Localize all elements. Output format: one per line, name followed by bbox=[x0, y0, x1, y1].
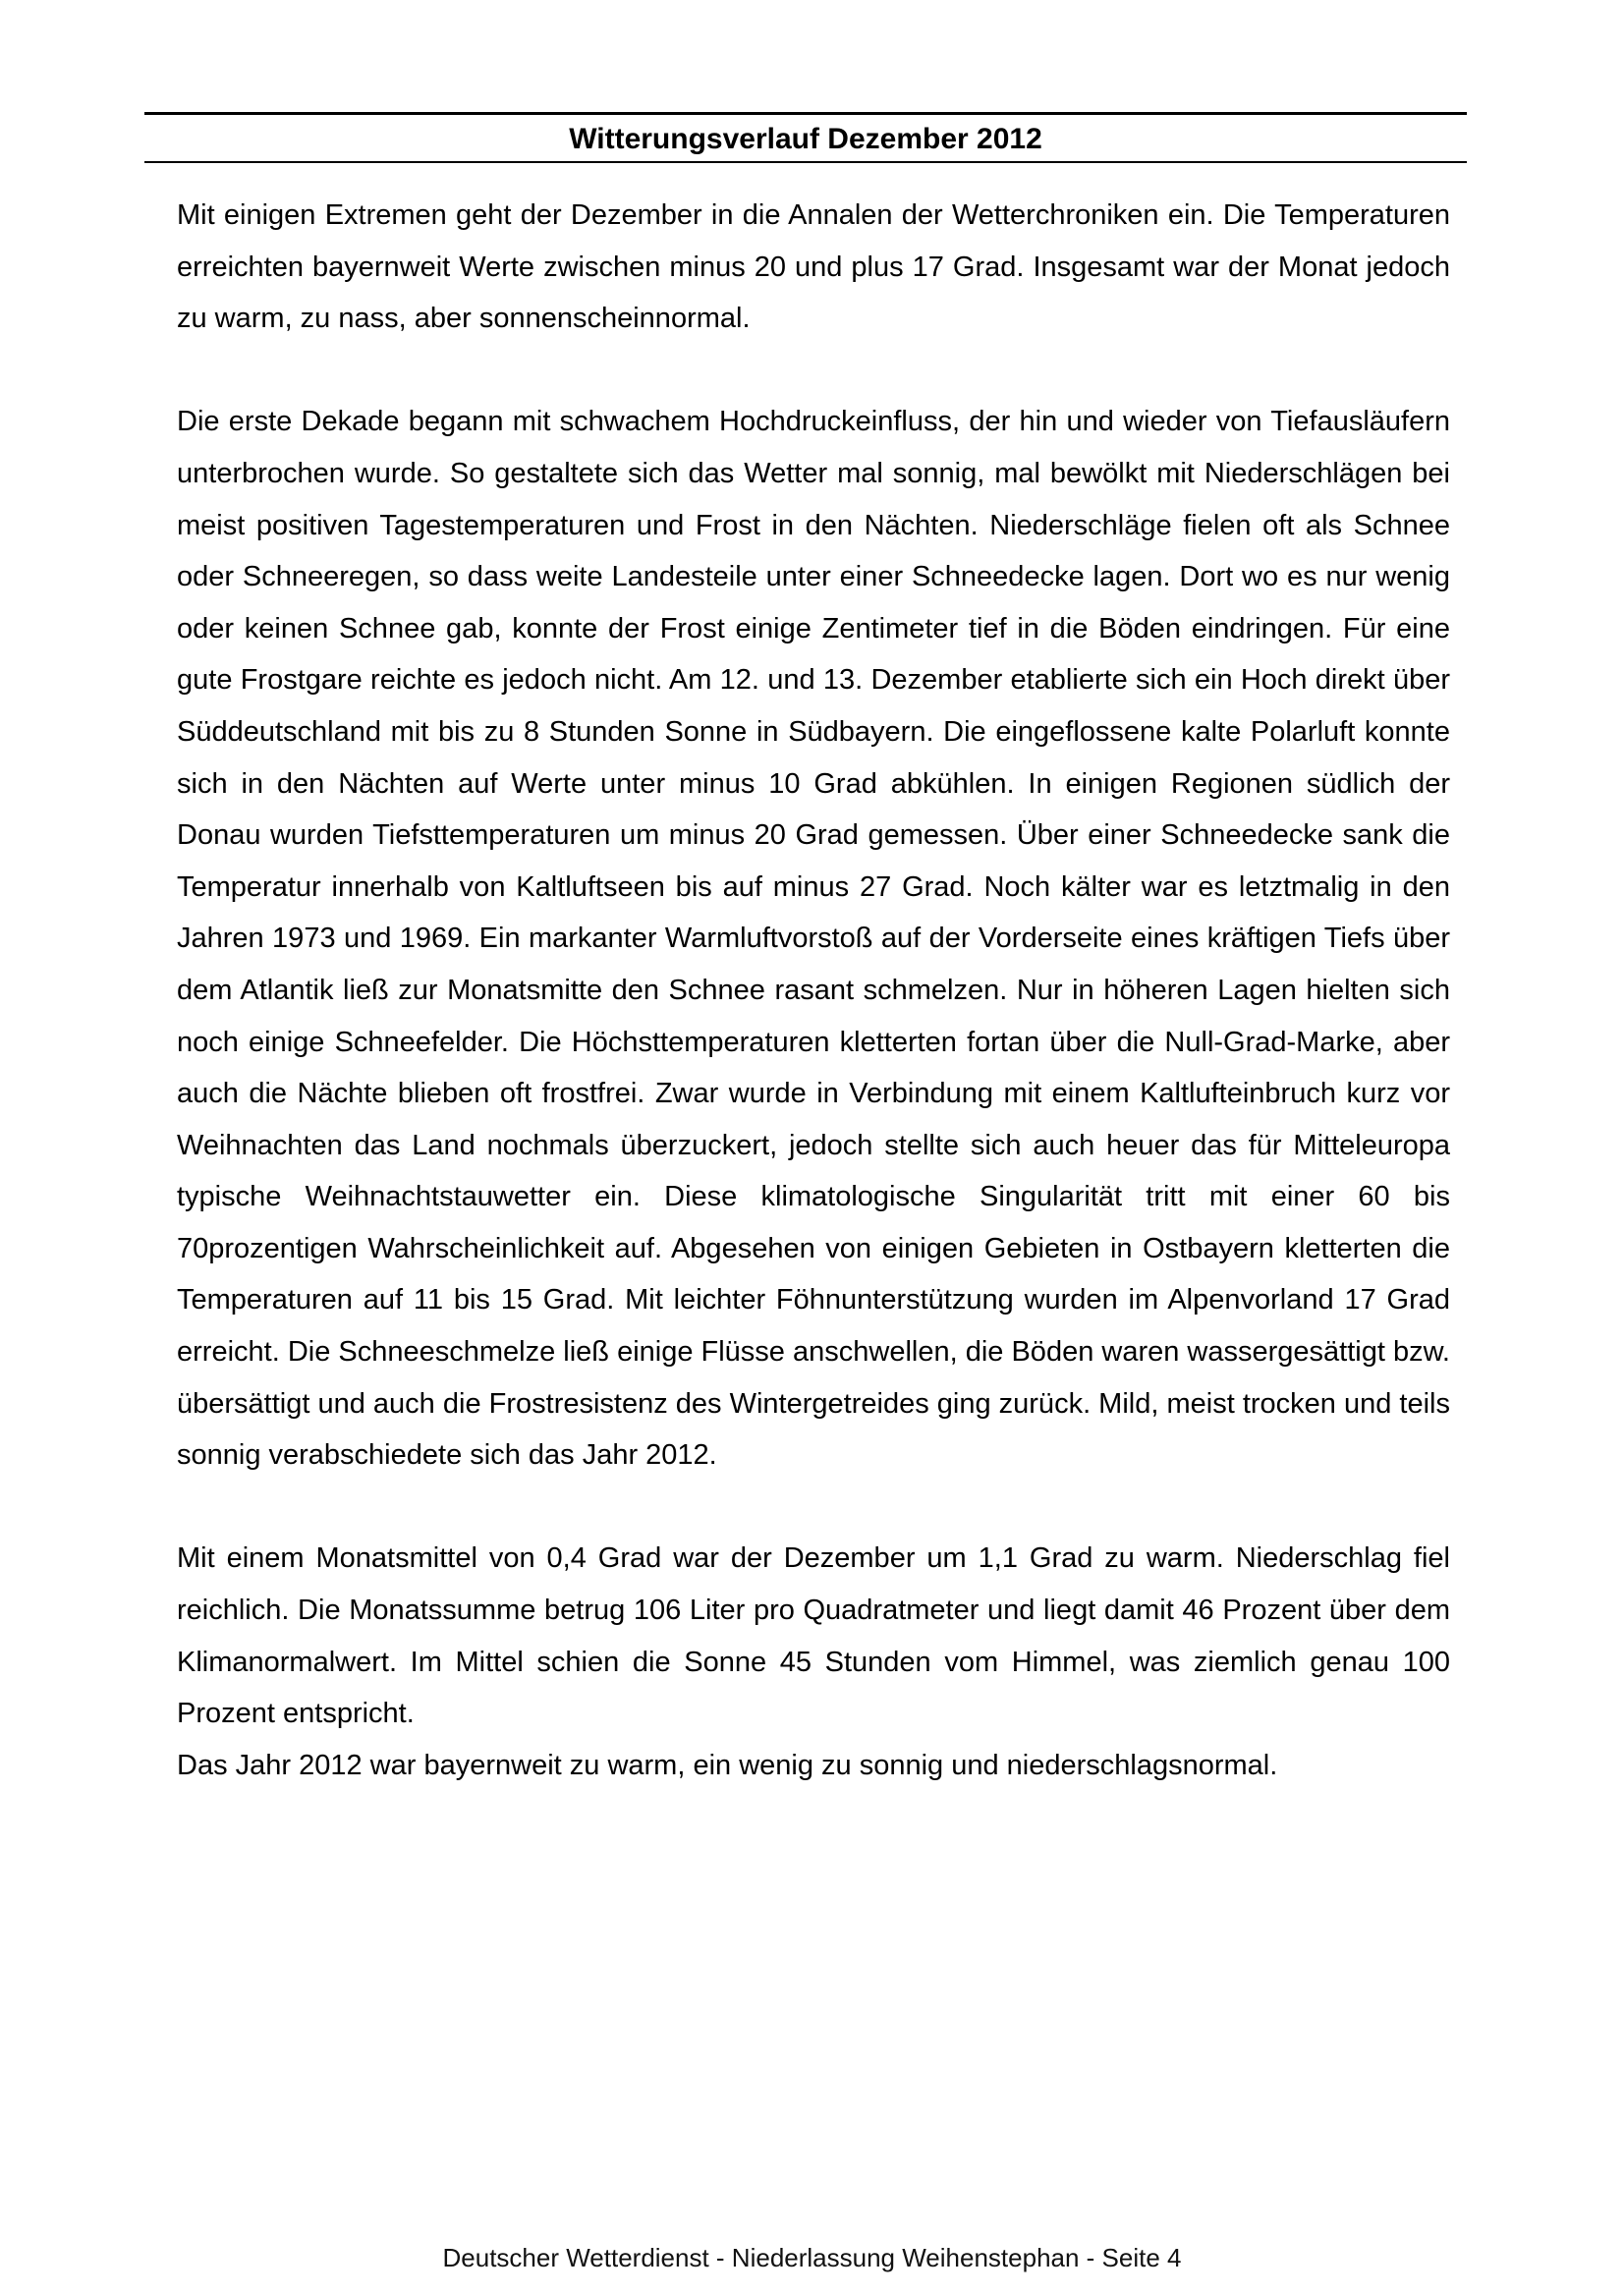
paragraph-intro: Mit einigen Extremen geht der Dezember in die Annalen der Wetterchroniken ein. Die Temperaturen erreichten bayernweit Werte zwischen minus 20 und plus 17 Grad. Insgesamt war der Monat jedoch zu warm, zu nass, aber sonnenscheinnormal. bbox=[177, 199, 1450, 335]
paragraph-weather-course: Die erste Dekade begann mit schwachem Hochdruckeinfluss, der hin und wieder von Tiefausläufern unterbrochen wurde. So gestaltete sich das Wetter mal sonnig, mal bewölkt mit Niederschlägen bei meist positiven Tagestemperaturen und Frost in den Nächten. Niederschläge fielen oft als Schnee oder Schneeregen, so dass weite Landesteile unter einer Schneedecke lagen. Dort wo es nur wenig oder keinen Schnee gab, konnte der Frost einige Zentimeter tief in die Böden eindringen. Für eine gute Frostgare reichte es jedoch nicht. Am 12. und 13. Dezember etablierte sich ein Hoch direkt über Süddeutschland mit bis zu 8 Stunden Sonne in Südbayern. Die eingeflossene kalte Polarluft konnte sich in den Nächten auf Werte unter minus 10 Grad abkühlen. In einigen Regionen südlich der Donau wurden Tiefsttemperaturen um minus 20 Grad gemessen. Über einer Schneedecke sank die Temperatur innerhalb von Kaltluftseen bis auf minus 27 Grad. Noch kälter war es letztmalig in den Jahren 1973 und 1969. Ein markanter Warmluftvorstoß auf der Vorderseite eines kräftigen Tiefs über dem Atlantik ließ zur Monatsmitte den Schnee rasant schmelzen. Nur in höheren Lagen hielten sich noch einige Schneefelder. Die Höchsttemperaturen kletterten fortan über die Null-Grad-Marke, aber auch die Nächte blieben oft frostfrei. Zwar wurde in Verbindung mit einem Kaltlufteinbruch kurz vor Weihnachten das Land nochmals überzuckert, jedoch stellte sich auch heuer das für Mitteleuropa typische Weihnachtstauwetter ein. Diese klimatologische Singularität tritt mit einer 60 bis 70prozentigen Wahrscheinlichkeit auf. Abgesehen von einigen Gebieten in Ostbayern kletterten die Temperaturen auf 11 bis 15 Grad. Mit leichter Föhnunterstützung wurden im Alpenvorland 17 Grad erreicht. Die Schneeschmelze ließ einige Flüsse anschwellen, die Böden waren wassergesättigt bzw. übersättigt und auch die Frostresistenz des Wintergetreides ging zurück. Mild, meist trocken und teils sonnig verabschiedete sich das Jahr 2012. bbox=[177, 406, 1450, 1472]
page-title: Witterungsverlauf Dezember 2012 bbox=[569, 123, 1042, 155]
body-text bbox=[177, 190, 1450, 1791]
page-footer: Deutscher Wetterdienst - Niederlassung Weihenstephan - Seite 4 bbox=[442, 2243, 1182, 2272]
title-block bbox=[144, 112, 1467, 163]
paragraph-monthly-summary: Mit einem Monatsmittel von 0,4 Grad war der Dezember um 1,1 Grad zu warm. Niederschlag fiel reichlich. Die Monatssumme betrug 106 Liter pro Quadratmeter und liegt damit 46 Prozent über dem Klimanormalwert. Im Mittel schien die Sonne 45 Stunden vom Himmel, was ziemlich genau 100 Prozent entspricht. bbox=[177, 1542, 1450, 1730]
paragraph-year-summary: Das Jahr 2012 war bayernweit zu warm, ein wenig zu sonnig und niederschlagsnormal. bbox=[177, 1749, 1278, 1781]
